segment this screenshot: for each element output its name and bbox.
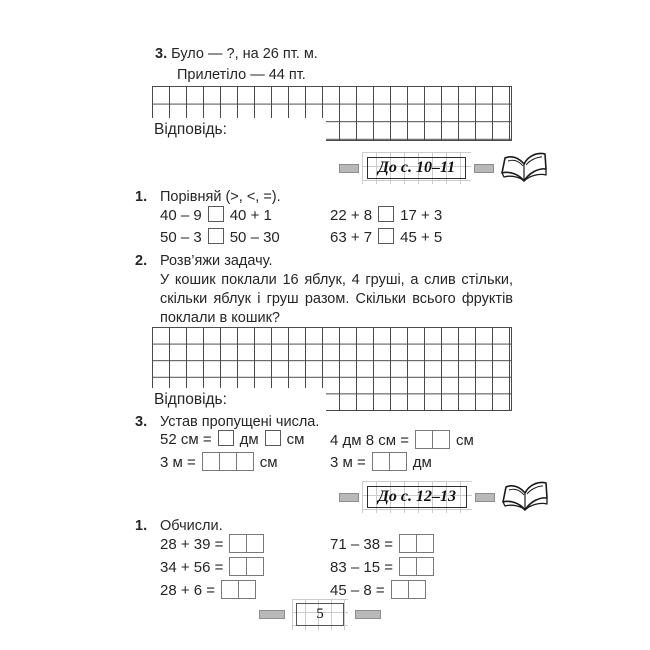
compute-title: Обчисли. bbox=[160, 518, 223, 534]
compute-expression: 45 – 8 = bbox=[330, 582, 385, 599]
compute-item bbox=[160, 534, 270, 554]
conversion-item bbox=[330, 452, 432, 472]
answer-strip-top[interactable] bbox=[152, 118, 326, 141]
conversion-text: см bbox=[259, 454, 278, 471]
expression-right: 17 + 3 bbox=[400, 207, 443, 224]
expression-left: 50 – 3 bbox=[160, 229, 202, 246]
comparison-box[interactable] bbox=[378, 206, 394, 222]
answer-box[interactable] bbox=[399, 534, 434, 553]
compute-item bbox=[330, 534, 440, 554]
conversion-text: дм bbox=[239, 431, 259, 448]
compare-title: Порівняй (>, <, =). bbox=[160, 189, 281, 205]
gray-dash-icon bbox=[339, 164, 359, 173]
word-problem-text-line: скільки яблук і груш разом. Скільки всього фруктів bbox=[160, 291, 513, 307]
answer-box[interactable] bbox=[202, 452, 254, 471]
badge-pages-12-13 bbox=[336, 477, 550, 517]
answer-box[interactable] bbox=[218, 430, 234, 446]
answer-box[interactable] bbox=[265, 430, 281, 446]
compute-expression: 83 – 15 = bbox=[330, 559, 393, 576]
compare-row bbox=[160, 206, 272, 225]
open-book-icon bbox=[500, 477, 550, 517]
compute-item bbox=[330, 580, 432, 600]
word-problem-title: Розв’яжи задачу. bbox=[160, 253, 273, 269]
compute-number: 1. bbox=[135, 518, 148, 534]
open-book-icon bbox=[499, 148, 549, 188]
gray-dash-icon bbox=[259, 610, 285, 619]
conversion-text: 52 см = bbox=[160, 431, 212, 448]
conversion-text: 3 м = bbox=[160, 454, 196, 471]
badge-grid-backdrop bbox=[362, 481, 472, 513]
word-problem-number: 2. bbox=[135, 253, 148, 269]
compute-expression: 28 + 6 = bbox=[160, 582, 216, 599]
badge-label: До с. 10–11 bbox=[367, 157, 466, 179]
conversion-item bbox=[160, 430, 304, 449]
conversion-item bbox=[160, 452, 278, 472]
page-number: 5 bbox=[296, 603, 344, 626]
expression-right: 45 + 5 bbox=[400, 229, 443, 246]
work-grid-top[interactable] bbox=[152, 86, 512, 141]
task3-number: 3. bbox=[155, 46, 168, 62]
expression-right: 50 – 30 bbox=[229, 229, 280, 246]
conversion-text: дм bbox=[412, 454, 432, 471]
conversion-text: см bbox=[456, 432, 474, 449]
answer-box[interactable] bbox=[229, 557, 264, 576]
fill-numbers-number: 3. bbox=[135, 414, 148, 430]
compare-row bbox=[330, 228, 442, 247]
compare-row bbox=[160, 228, 280, 247]
badge-pages-10-11 bbox=[336, 148, 549, 188]
answer-strip-middle[interactable] bbox=[152, 388, 326, 411]
expression-left: 22 + 8 bbox=[330, 207, 373, 224]
word-problem-text-line: поклали в кошик? bbox=[160, 310, 280, 326]
answer-box[interactable] bbox=[415, 430, 450, 449]
task3-condition-1: Було — ?, на 26 пт. м. bbox=[171, 46, 318, 62]
expression-left: 40 – 9 bbox=[160, 207, 202, 224]
badge-grid-backdrop bbox=[362, 152, 471, 184]
conversion-text: см bbox=[286, 431, 305, 448]
task3-line2: Прилетіло — 44 пт. bbox=[177, 67, 306, 83]
conversion-text: 4 дм 8 см = bbox=[330, 432, 409, 449]
compute-expression: 28 + 39 = bbox=[160, 536, 224, 553]
compute-item bbox=[160, 557, 270, 577]
expression-left: 63 + 7 bbox=[330, 229, 373, 246]
task3-line1 bbox=[155, 46, 318, 63]
answer-box[interactable] bbox=[391, 580, 426, 599]
comparison-box[interactable] bbox=[208, 228, 224, 244]
conversion-item bbox=[330, 430, 474, 450]
compare-number: 1. bbox=[135, 189, 148, 205]
compare-row bbox=[330, 206, 442, 225]
compute-expression: 34 + 56 = bbox=[160, 559, 224, 576]
badge-label: До с. 12–13 bbox=[367, 486, 467, 508]
answer-box[interactable] bbox=[399, 557, 434, 576]
expression-right: 40 + 1 bbox=[229, 207, 272, 224]
answer-label-top: Відповідь: bbox=[154, 120, 227, 138]
page-footer bbox=[256, 599, 384, 630]
comparison-box[interactable] bbox=[378, 228, 394, 244]
gray-dash-icon bbox=[474, 164, 494, 173]
conversion-text: 3 м = bbox=[330, 454, 366, 471]
answer-box[interactable] bbox=[221, 580, 256, 599]
answer-box[interactable] bbox=[372, 452, 407, 471]
footer-grid-backdrop bbox=[292, 599, 348, 630]
answer-label-middle: Відповідь: bbox=[154, 390, 227, 408]
compute-expression: 71 – 38 = bbox=[330, 536, 393, 553]
gray-dash-icon bbox=[475, 493, 495, 502]
answer-box[interactable] bbox=[229, 534, 264, 553]
gray-dash-icon bbox=[339, 493, 359, 502]
word-problem-text-line: У кошик поклали 16 яблук, 4 груші, а слив стільки, bbox=[160, 272, 513, 288]
comparison-box[interactable] bbox=[208, 206, 224, 222]
compute-item bbox=[160, 580, 262, 600]
compute-item bbox=[330, 557, 440, 577]
fill-numbers-title: Устав пропущені числа. bbox=[160, 414, 320, 430]
work-grid-middle[interactable] bbox=[152, 327, 512, 411]
gray-dash-icon bbox=[355, 610, 381, 619]
